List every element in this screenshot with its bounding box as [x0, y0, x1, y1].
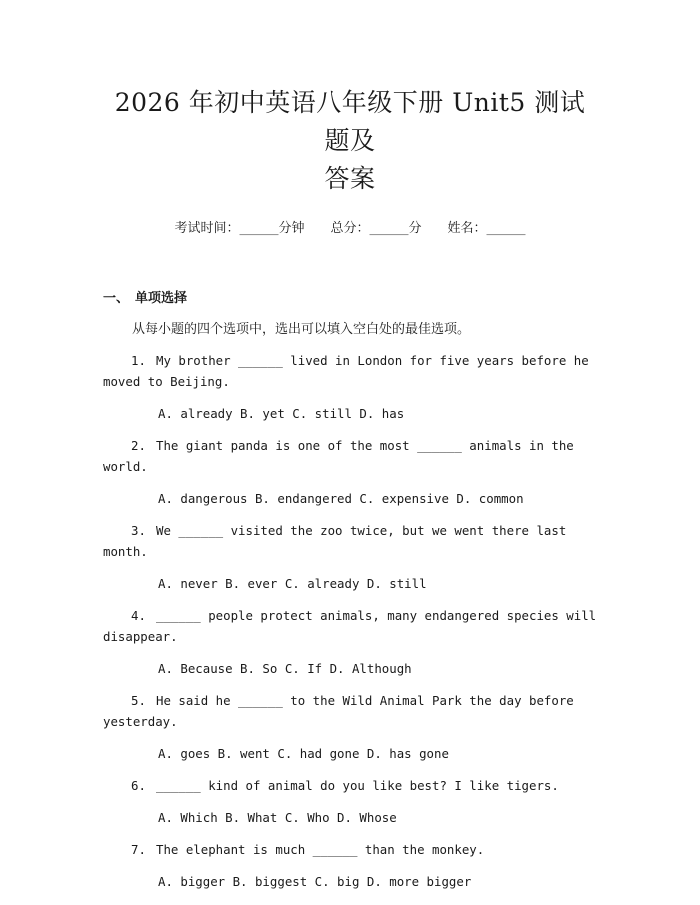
- question-text: ______ people protect animals, many endangered species will disappear.: [103, 608, 597, 644]
- question-3: [103, 520, 597, 562]
- question-5-options: A. goes B. went C. had gone D. has gone: [158, 746, 449, 761]
- question-text: My brother ______ lived in London for five years before he moved to Beijing.: [103, 353, 589, 389]
- question-number: 6.: [131, 778, 146, 793]
- question-1: [103, 350, 597, 392]
- question-6-options: A. Which B. What C. Who D. Whose: [158, 810, 397, 825]
- title-line-2: 答案: [324, 164, 376, 193]
- exam-score: 总分：______分: [330, 221, 422, 236]
- exam-info: [103, 220, 597, 238]
- question-7: [103, 839, 597, 860]
- exam-time: 考试时间：______分钟: [174, 221, 305, 236]
- question-text: ______ kind of animal do you like best? I like tigers.: [156, 778, 559, 793]
- section-number: 一、: [103, 291, 130, 306]
- question-number: 1.: [131, 353, 146, 368]
- question-text: He said he ______ to the Wild Animal Park the day before yesterday.: [103, 693, 574, 729]
- section-title: 单项选择: [135, 291, 188, 306]
- question-number: 7.: [131, 842, 146, 857]
- question-list: [103, 350, 597, 892]
- question-1-options: A. already B. yet C. still D. has: [158, 406, 405, 421]
- question-text: We ______ visited the zoo twice, but we went there last month.: [103, 523, 567, 559]
- question-number: 3.: [131, 523, 146, 538]
- question-4-options: A. Because B. So C. If D. Although: [158, 661, 412, 676]
- question-number: 4.: [131, 608, 146, 623]
- question-4: [103, 605, 597, 647]
- question-text: The giant panda is one of the most ______ animals in the world.: [103, 438, 574, 474]
- question-5: [103, 690, 597, 732]
- question-2-options: A. dangerous B. endangered C. expensive D. common: [158, 491, 524, 506]
- question-7-options: A. bigger B. biggest C. big D. more bigger: [158, 874, 472, 889]
- question-6: [103, 775, 597, 796]
- student-name: 姓名：______: [447, 221, 526, 236]
- question-2: [103, 435, 597, 477]
- question-text: The elephant is much ______ than the monkey.: [156, 842, 485, 857]
- document-title: [103, 0, 597, 198]
- question-number: 5.: [131, 693, 146, 708]
- section-instruction: 从每小题的四个选项中，选出可以填入空白处的最佳选项。: [132, 322, 471, 337]
- section-heading: [103, 290, 597, 308]
- question-number: 2.: [131, 438, 146, 453]
- title-line-1: 2026 年初中英语八年级下册 Unit5 测试题及: [114, 88, 586, 155]
- question-3-options: A. never B. ever C. already D. still: [158, 576, 427, 591]
